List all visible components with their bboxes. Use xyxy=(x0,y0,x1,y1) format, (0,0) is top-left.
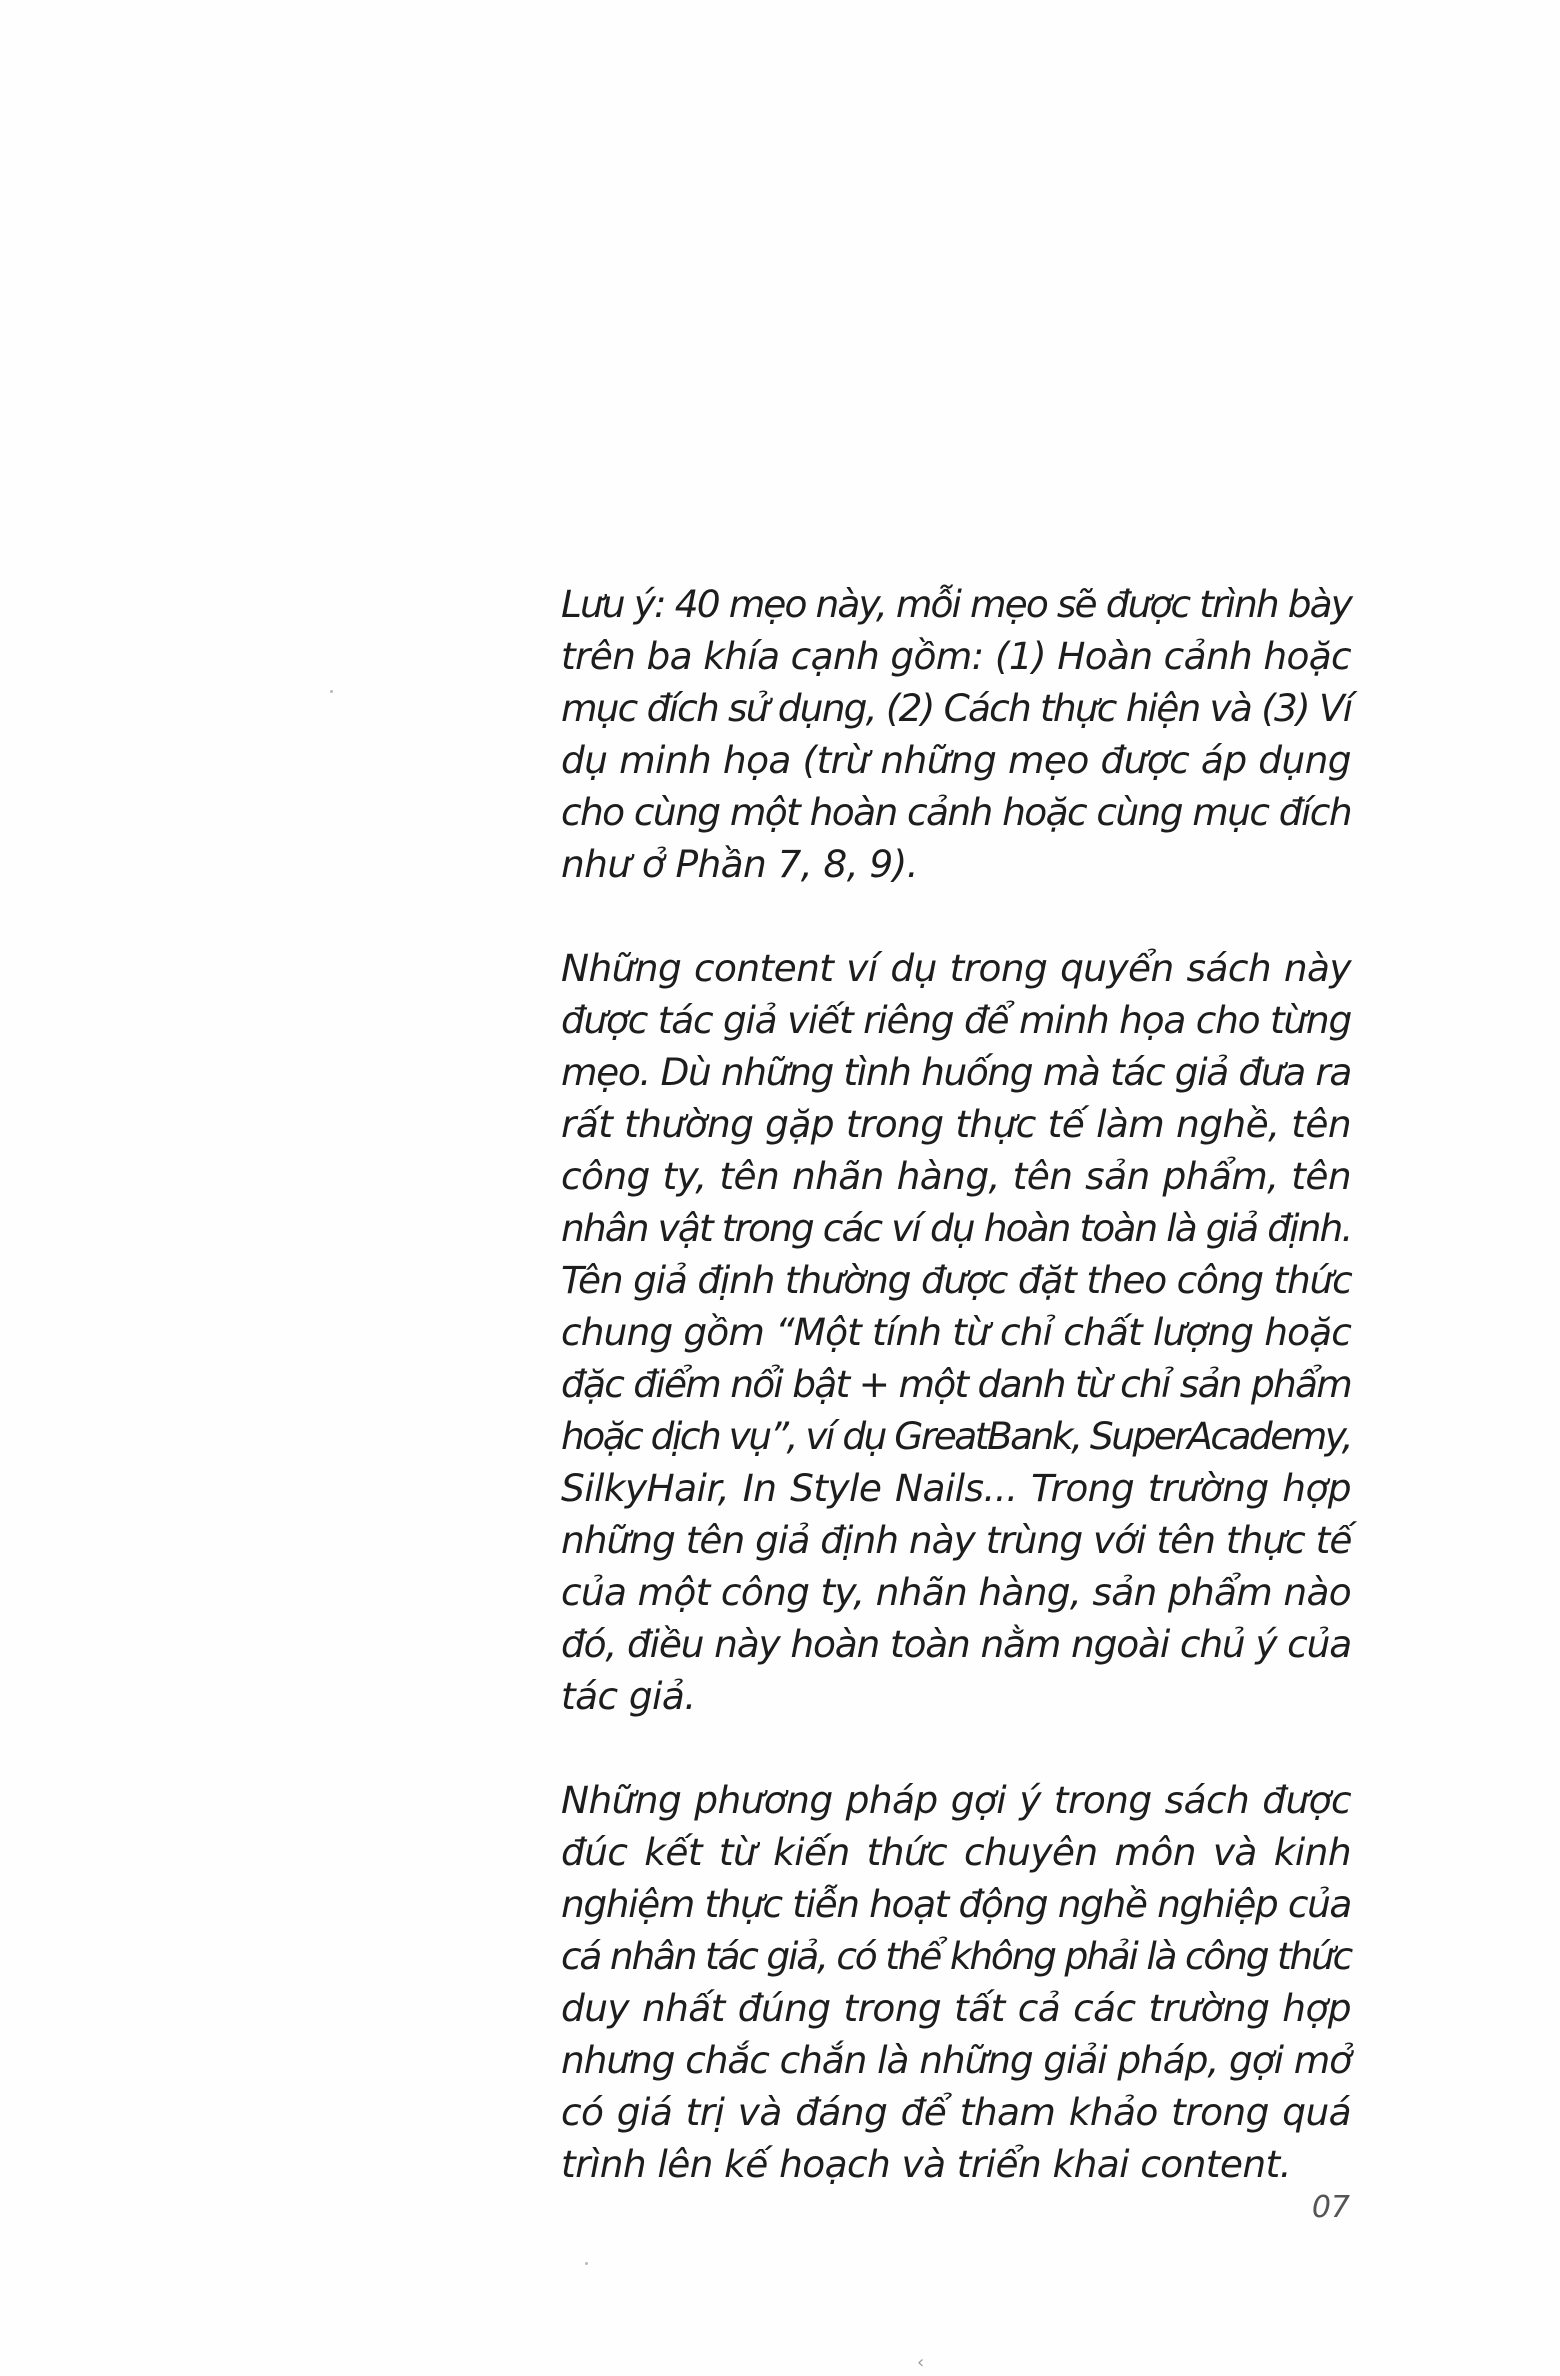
page-number: 07 xyxy=(1311,2190,1350,2225)
text-line: trên ba khía cạnh gồm: (1) Hoàn cảnh hoặc xyxy=(561,634,1351,678)
text-line: nghiệm thực tiễn hoạt động nghề nghiệp của xyxy=(561,1882,1351,1926)
text-line: những tên giả định này trùng với tên thực tế xyxy=(561,1518,1352,1562)
text-line: SilkyHair, In Style Nails... Trong trường hợp xyxy=(561,1466,1351,1510)
text-line: trình lên kế hoạch và triển khai content. xyxy=(561,2142,1291,2186)
text-line: hoặc dịch vụ”, ví dụ GreatBank, SuperAcademy, xyxy=(561,1414,1351,1458)
paper-speck xyxy=(585,2262,588,2265)
text-line: mục đích sử dụng, (2) Cách thực hiện và (3) Ví xyxy=(561,686,1352,730)
text-line: đúc kết từ kiến thức chuyên môn và kinh xyxy=(561,1830,1351,1874)
text-line: cá nhân tác giả, có thể không phải là công thức xyxy=(561,1934,1351,1978)
text-line: duy nhất đúng trong tất cả các trường hợp xyxy=(561,1986,1351,2030)
text-line: Những content ví dụ trong quyển sách này xyxy=(561,946,1351,990)
paper-mark: ‹ xyxy=(917,2352,925,2373)
note-paragraph xyxy=(561,578,1351,890)
text-line: công ty, tên nhãn hàng, tên sản phẩm, tên xyxy=(561,1154,1351,1198)
text-line: dụ minh họa (trừ những mẹo được áp dụng xyxy=(561,738,1351,782)
text-line: mẹo. Dù những tình huống mà tác giả đưa ra xyxy=(561,1050,1351,1094)
text-line: Lưu ý: 40 mẹo này, mỗi mẹo sẽ được trình bày xyxy=(561,582,1351,626)
text-line: cho cùng một hoàn cảnh hoặc cùng mục đích xyxy=(561,790,1351,834)
body-text xyxy=(561,578,1351,2242)
text-line: được tác giả viết riêng để minh họa cho từng xyxy=(561,998,1351,1042)
text-line: của một công ty, nhãn hàng, sản phẩm nào xyxy=(561,1570,1351,1614)
text-line: đặc điểm nổi bật + một danh từ chỉ sản phẩm xyxy=(561,1362,1351,1406)
methods-paragraph xyxy=(561,1774,1351,2190)
text-line: chung gồm “Một tính từ chỉ chất lượng hoặc xyxy=(561,1310,1351,1354)
paper-speck xyxy=(330,690,333,693)
text-line: Tên giả định thường được đặt theo công thức xyxy=(561,1258,1352,1302)
text-line: nhưng chắc chắn là những giải pháp, gợi mở xyxy=(561,2038,1351,2082)
text-line: Những phương pháp gợi ý trong sách được xyxy=(561,1778,1351,1822)
text-line: tác giả. xyxy=(561,1674,696,1718)
text-line: nhân vật trong các ví dụ hoàn toàn là giả định. xyxy=(561,1206,1352,1250)
text-line: rất thường gặp trong thực tế làm nghề, tên xyxy=(561,1102,1351,1146)
examples-paragraph xyxy=(561,942,1351,1722)
text-line: như ở Phần 7, 8, 9). xyxy=(561,842,918,886)
text-line: đó, điều này hoàn toàn nằm ngoài chủ ý của xyxy=(561,1622,1351,1666)
text-line: có giá trị và đáng để tham khảo trong quá xyxy=(561,2090,1351,2134)
